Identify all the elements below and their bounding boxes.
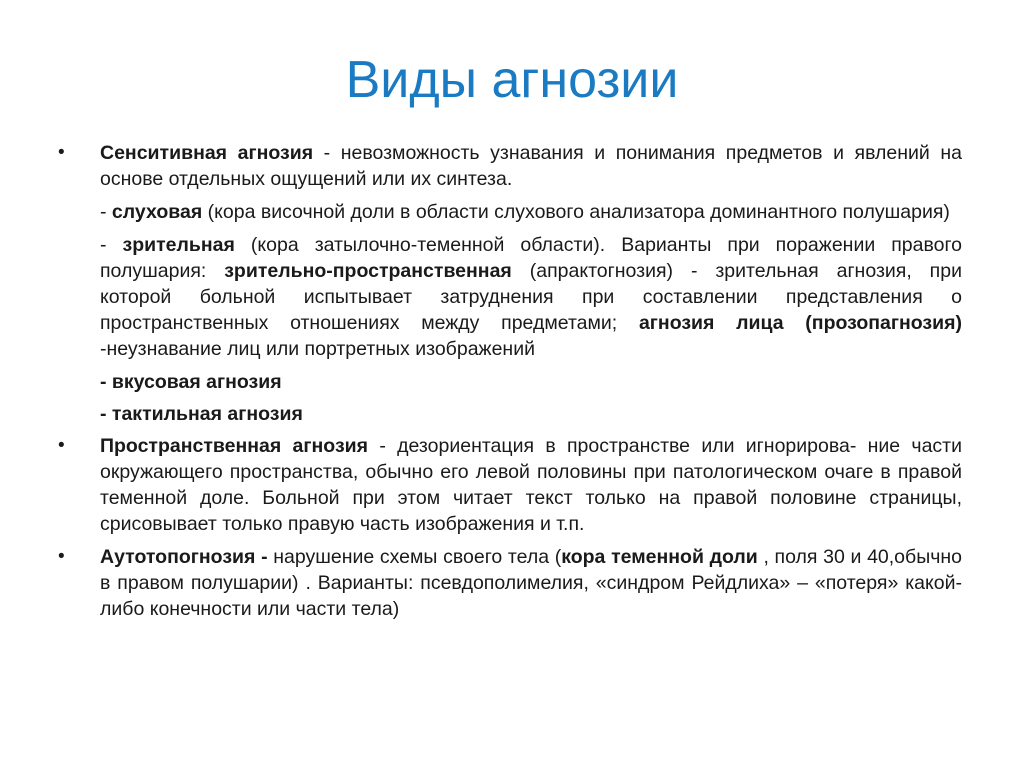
term-spatial-agnosia: Пространственная агнозия — [100, 435, 369, 457]
bullet-marker: • — [58, 142, 65, 163]
bullet-item-autotopagnosia — [58, 544, 962, 622]
definition-visual-part1: (кора затылочно-теменной области). Варианты при поражении правого полушария: — [100, 234, 962, 282]
bullet-marker: • — [58, 435, 65, 456]
term-auditory: слуховая — [111, 201, 203, 223]
definition-spatial-agnosia: - дезориентация в пространстве или игнорирова- ние части окружающего пространства, обычно его левой половины при патологическом очаге в правой теменной доле. Больной при этом читает текст только на правой половине страницы, срисовывает только правую часть изображения и т.п. — [100, 435, 963, 535]
slide-body — [58, 140, 963, 629]
sub-item-tactile — [100, 401, 962, 427]
bullet-item-spatial-agnosia — [58, 433, 963, 537]
term-autotopagnosia: Аутотопогнозия - — [100, 546, 268, 568]
sub-item-auditory — [100, 199, 962, 225]
definition-autotopagnosia-part1: нарушение схемы своего тела ( — [267, 546, 562, 568]
dash-prefix: - — [100, 201, 112, 223]
slide-title: Виды агнозии — [345, 51, 679, 109]
definition-visual-part3: -неузнавание лиц или портретных изображений — [100, 338, 535, 360]
definition-sensory-agnosia: - невозможность узнавания и понимания предметов и явлений на основе отдельных ощущений или их синтеза. — [100, 142, 962, 190]
definition-visual-part2: (апрактогнозия) - зрительная агнозия, при которой больной испытывает затруднения при составлении представления о пространственных отношениях между предметами; — [100, 260, 962, 334]
definition-auditory: (кора височной доли в области слухового анализатора доминантного полушария) — [202, 201, 950, 223]
term-visuospatial: зрительно-пространственная — [224, 260, 512, 282]
bullet-marker: • — [58, 546, 65, 567]
term-parietal-cortex: кора теменной доли — [561, 546, 758, 568]
term-visual: зрительная — [122, 234, 235, 256]
term-sensory-agnosia: Сенситивная агнозия — [100, 142, 314, 164]
bullet-item-sensory-agnosia — [58, 140, 962, 192]
sub-item-gustatory — [100, 369, 962, 395]
definition-autotopagnosia-part2: , поля 30 и 40,обычно в правом полушарии) . Варианты: псевдополимелия, «синдром Рейдлиха» – «потеря» какой-либо конечности или части тела) — [100, 546, 962, 620]
term-prosopagnosia: агнозия лица (прозопагнозия) — [638, 312, 962, 334]
dash-prefix: - — [100, 234, 123, 256]
term-gustatory: - вкусовая агнозия — [100, 371, 282, 393]
sub-item-visual — [100, 232, 962, 362]
term-tactile: - тактильная агнозия — [100, 403, 303, 425]
